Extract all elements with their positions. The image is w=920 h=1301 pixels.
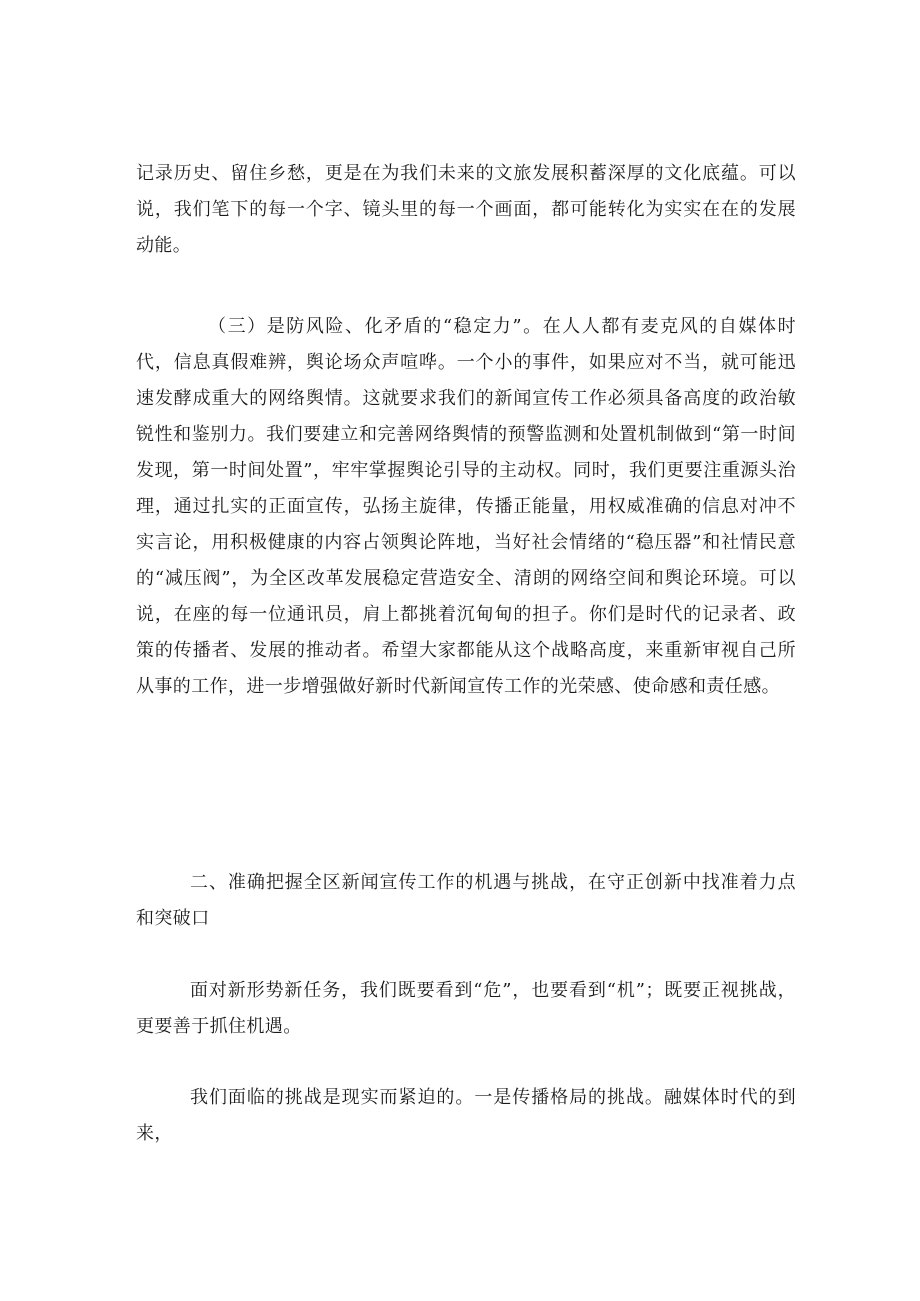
paragraph-section-three: （三）是防风险、化矛盾的“稳定力”。在人人都有麦克风的自媒体时代，信息真假难辨，舆论场众声喧哗。一个小的事件，如果应对不当，就可能迅速发酵成重大的网络舆情。这就要求我们的新闻宣传工作必须具备高度的政治敏锐性和鉴别力。我们要建立和完善网络舆情的预警监测和处置机制做到“第一时间发现，第一时间处置”，牢牢掌握舆论引导的主动权。同时，我们更要注重源头治理，通过扎实的正面宣传，弘扬主旋律，传播正能量，用权威准确的信息对冲不实言论，用积极健康的内容占领舆论阵地，当好社会情绪的“稳压器”和社情民意的“减压阀”，为全区改革发展稳定营造安全、清朗的网络空间和舆论环境。可以说，在座的每一位通讯员，肩上都挑着沉甸甸的担子。你们是时代的记录者、政策的传播者、发展的推动者。希望大家都能从这个战略高度，来重新审视自己所从事的工作，进一步增强做好新时代新闻宣传工作的光荣感、使命感和责任感。: [136, 316, 796, 697]
paragraph-intro: 面对新形势新任务，我们既要看到“危”，也要看到“机”；既要正视挑战，更要善于抓住机遇。: [136, 980, 796, 1037]
section-heading-two: 二、准确把握全区新闻宣传工作的机遇与挑战，在守正创新中找准着力点和突破口: [136, 872, 796, 929]
paragraph-continuation: 记录历史、留住乡愁，更是在为我们未来的文旅发展积蓄深厚的文化底蕴。可以说，我们笔下的每一个字、镜头里的每一个画面，都可能转化为实实在在的发展动能。: [136, 163, 796, 256]
paragraph-challenges: 我们面临的挑战是现实而紧迫的。一是传播格局的挑战。融媒体时代的到来，: [136, 1087, 796, 1144]
